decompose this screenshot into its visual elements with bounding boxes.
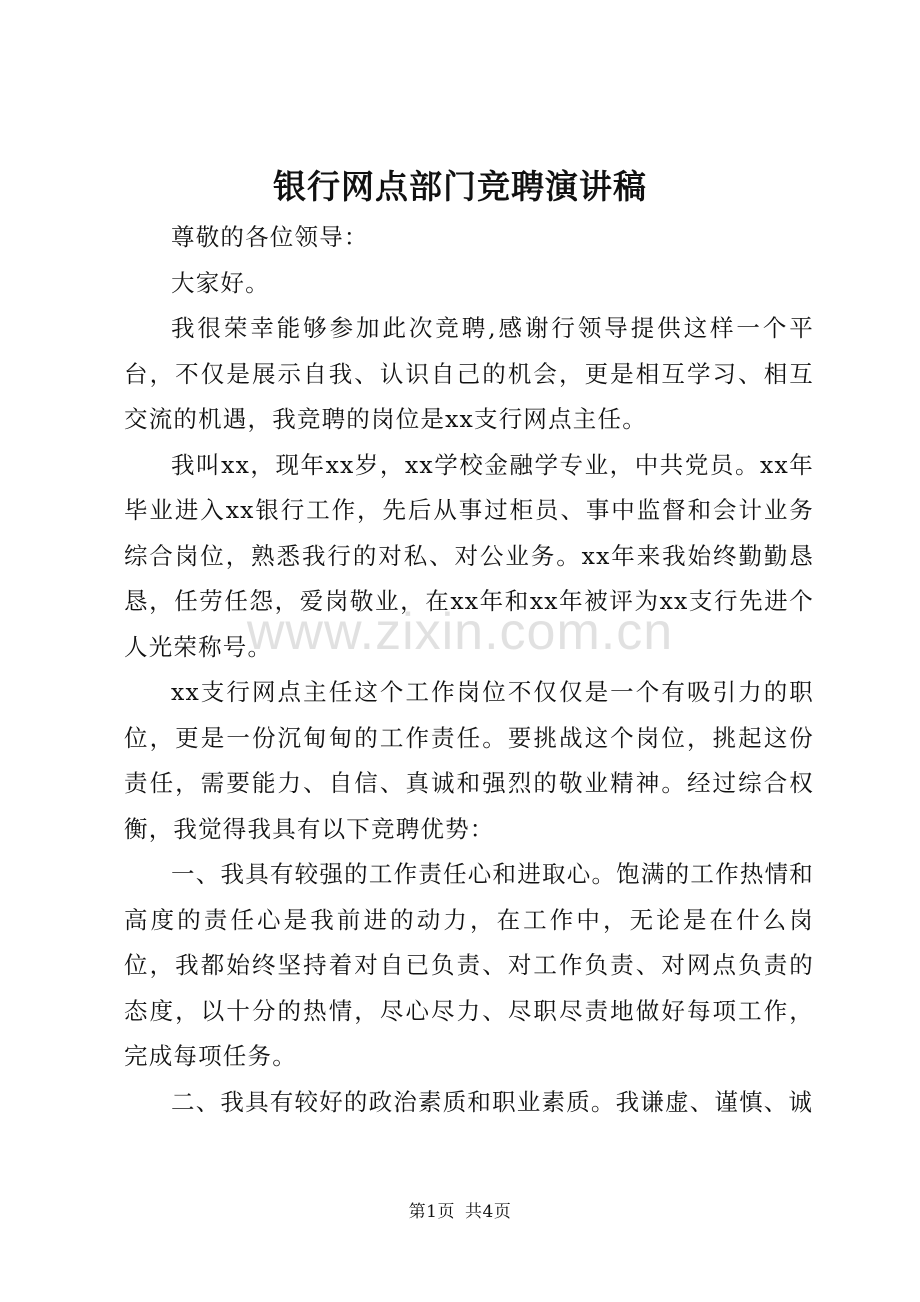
- page-number-current: 第1页: [408, 1202, 455, 1222]
- paragraph-advantage-2: 二、我具有较好的政治素质和职业素质。我谦虚、谨慎、诚: [171, 1087, 814, 1116]
- paragraph-greeting: 大家好。: [171, 268, 270, 297]
- paragraph-position: xx支行网点主任这个工作岗位不仅仅是一个有吸引力的职位，更是一份沉甸甸的工作责任。要挑战这个岗位，挑起这份责任，需要能力、自信、真诚和强烈的敬业精神。经过综合权衡，我觉得我具有以下竞聘优势：: [124, 678, 814, 843]
- paragraph-advantage-1: 一、我具有较强的工作责任心和进取心。饱满的工作热情和高度的责任心是我前进的动力，在工作中，无论是在什么岗位，我都始终坚持着对自已负责、对工作负责、对网点负责的态度，以十分的热情，尽心尽力、尽职尽责地做好每项工作，完成每项任务。: [124, 860, 814, 1070]
- document-body: [124, 215, 814, 1125]
- paragraph-intro: 我很荣幸能够参加此次竞聘,感谢行领导提供这样一个平台，不仅是展示自我、认识自己的机会，更是相互学习、相互交流的机遇，我竞聘的岗位是xx支行网点主任。: [124, 314, 814, 433]
- paragraph-salutation: 尊敬的各位领导：: [171, 223, 369, 251]
- page-number-total: 共4页: [465, 1202, 512, 1222]
- page-footer: [0, 1200, 920, 1224]
- watermark: www.zixin.com.cn: [246, 603, 674, 661]
- paragraph-background: 我叫xx，现年xx岁，xx学校金融学专业，中共党员。xx年毕业进入xx银行工作，先后从事过柜员、事中监督和会计业务综合岗位，熟悉我行的对私、对公业务。xx年来我始终勤勤恳恳，任劳任怨，爱岗敬业，在xx年和xx年被评为xx支行先进个人光荣称号。: [124, 450, 814, 661]
- document-title: 银行网点部门竞聘演讲稿: [273, 167, 647, 206]
